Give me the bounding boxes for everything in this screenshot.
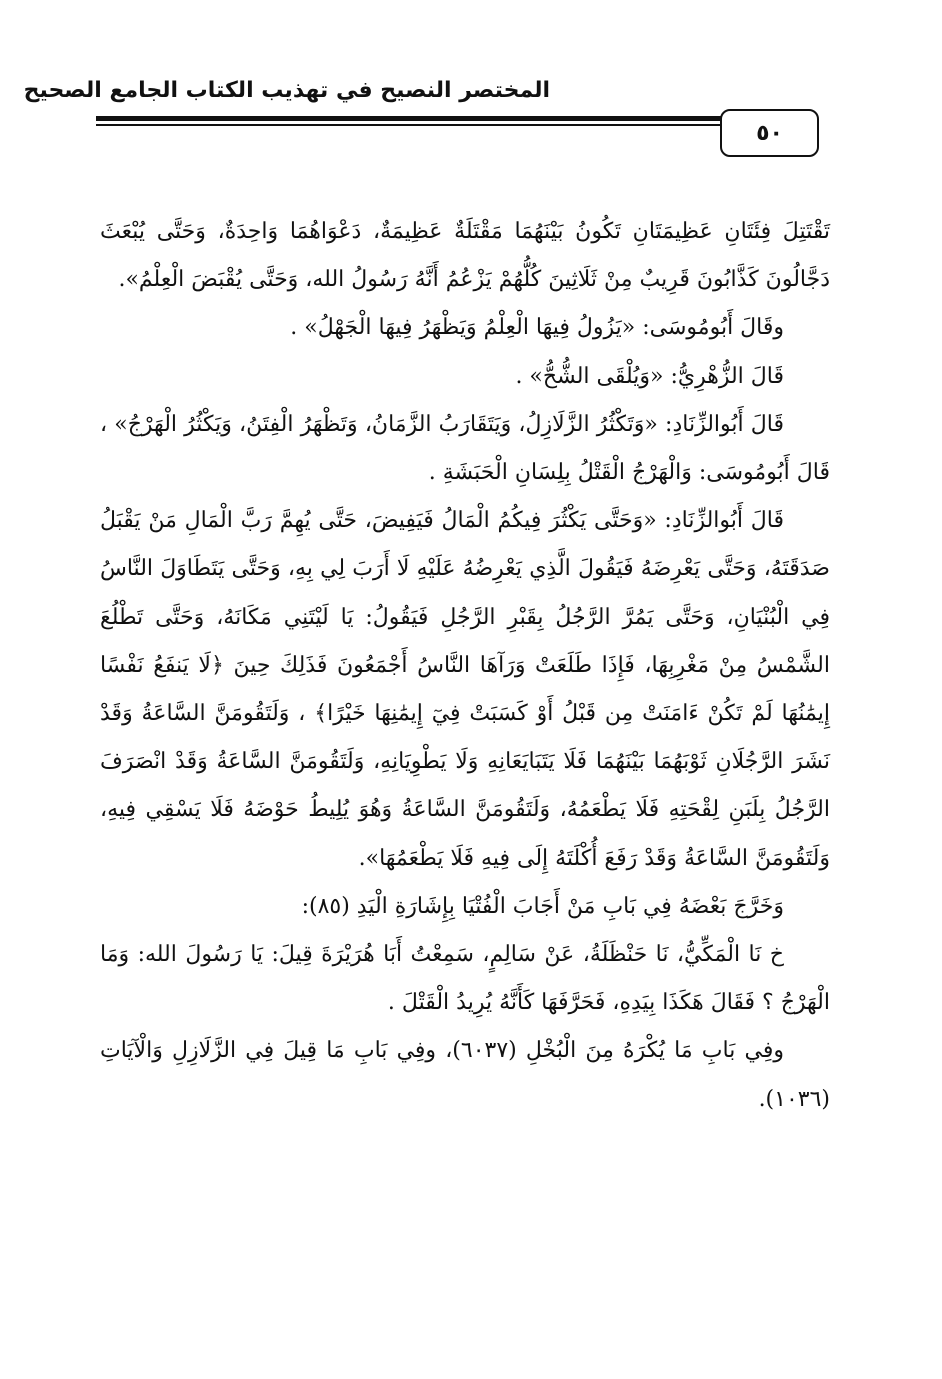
paragraph-abu-zinad-1: قَالَ أَبُوالزِّنَادِ: «وَتَكْثُرُ الزَّلَازِلُ، وَيَتَقَارَبُ الزَّمَانُ، وَتَظْهَرُ الْفِتَنُ، وَيَكْثُرُ الْهَرْجُ» ، قَالَ أَبُومُوسَى: وَالْهَرْجُ الْقَتْلُ بِلِسَانِ الْحَبَشَةِ .: [100, 411, 830, 486]
running-title: المختصر النصيح في تهذيب الكتاب الجامع الصحيح: [23, 78, 550, 103]
header-rule-thick: [96, 116, 721, 121]
paragraph-cross-reference: وفِي بَابِ مَا يُكْرَهُ مِنَ الْبُخْلِ (٦٠٣٧)، وفِي بَابِ مَا قِيلَ فِي الزَّلَازِلِ وَالْآيَاتِ (١٠٣٦).: [100, 1038, 830, 1112]
page-header: [23, 78, 824, 188]
paragraph-abu-zinad-2: قَالَ أَبُوالزِّنَادِ: «وَحَتَّى يَكْثُرَ فِيكُمُ الْمَالُ فَيَفِيضَ، حَتَّى يُهِمَّ رَبَّ الْمَالِ مَنْ يَقْبَلُ صَدَقَتَهُ، وَحَتَّى يَعْرِضَهُ فَيَقُولَ الَّذِي يَعْرِضُهُ عَلَيْهِ لَا أَرَبَ لِي بِهِ، وَحَتَّى يَتَطَاوَلَ النَّاسُ فِي الْبُنْيَانِ، وَحَتَّى يَمُرَّ الرَّجُلُ بِقَبْرِ الرَّجُلِ فَيَقُولُ: يَا لَيْتَنِي مَكَانَهُ، وَحَتَّى تَطْلُعَ الشَّمْسُ مِنْ مَغْرِبِهَا، فَإِذَا طَلَعَتْ وَرَآهَا النَّاسُ أَجْمَعُونَ فَذَلِكَ حِينَ ﴿لَا يَنفَعُ نَفْسًا إِيمَٰنُهَا لَمْ تَكُنْ ءَامَنَتْ مِن قَبْلُ أَوْ كَسَبَتْ فِيٓ إِيمَٰنِهَا خَيْرًا﴾ ، وَلَتَقُومَنَّ السَّاعَةُ وَقَدْ نَشَرَ الرَّجُلَانِ ثَوْبَهُمَا بَيْنَهُمَا فَلَا يَتَبَايَعَانِهِ وَلَا يَطْوِيَانِهِ، وَلَتَقُومَنَّ السَّاعَةُ وَقَدْ انْصَرَفَ الرَّجُلُ بِلَبَنِ لِقْحَتِهِ فَلَا يَطْعَمُهُ، وَلَتَقُومَنَّ السَّاعَةُ وَهُوَ يُلِيطُ حَوْضَهُ فَلَا يَسْقِي فِيهِ، وَلَتَقُومَنَّ السَّاعَةُ وَقَدْ رَفَعَ أُكْلَتَهُ إِلَى فِيهِ فَلَا يَطْعَمُهَا».: [100, 508, 830, 871]
header-rule-thin: [96, 124, 721, 126]
paragraph-chapter-reference: وَخَرَّجَ بَعْضَهُ فِي بَابِ مَنْ أَجَابَ الْفُتْيَا بِإِشَارَةِ الْيَدِ (٨٥):: [301, 893, 784, 919]
paragraph-hadith-continuation: تَقْتَتِلَ فِئَتَانِ عَظِيمَتَانِ تَكُونُ بَيْنَهُمَا مَقْتَلَةٌ عَظِيمَةٌ، دَعْوَاهُمَا وَاحِدَةٌ، وَحَتَّى يُبْعَثَ دَجَّالُونَ كَذَّابُونَ قَرِيبٌ مِنْ ثَلَاثِينَ كُلُّهُمْ يَزْعُمُ أَنَّهُ رَسُولُ الله، وَحَتَّى يُقْبَضَ الْعِلْمُ».: [100, 219, 830, 293]
page-number: ٥٠: [720, 109, 819, 157]
paragraph-abu-musa: وقَالَ أَبُومُوسَى: «يَزُولُ فِيهَا الْعِلْمُ وَيَظْهَرُ فِيهَا الْجَهْلُ» .: [290, 315, 784, 341]
paragraph-isnad: خ نَا الْمَكِّيُّ، نَا حَنْظَلَةُ، عَنْ سَالِمٍ، سَمِعْتُ أَبَا هُرَيْرَةَ قِيلَ: يَا رَسُولَ الله: وَمَا الْهَرْجُ ؟ فَقَالَ هَكَذَا بِيَدِهِ، فَحَرَّفَهَا كَأَنَّهُ يُرِيدُ الْقَتْلَ .: [100, 942, 830, 1016]
paragraph-zuhri: قَالَ الزُّهْرِيُّ: «وَيُلْقَى الشُّحُّ» .: [515, 363, 784, 389]
main-text: [100, 208, 830, 1124]
